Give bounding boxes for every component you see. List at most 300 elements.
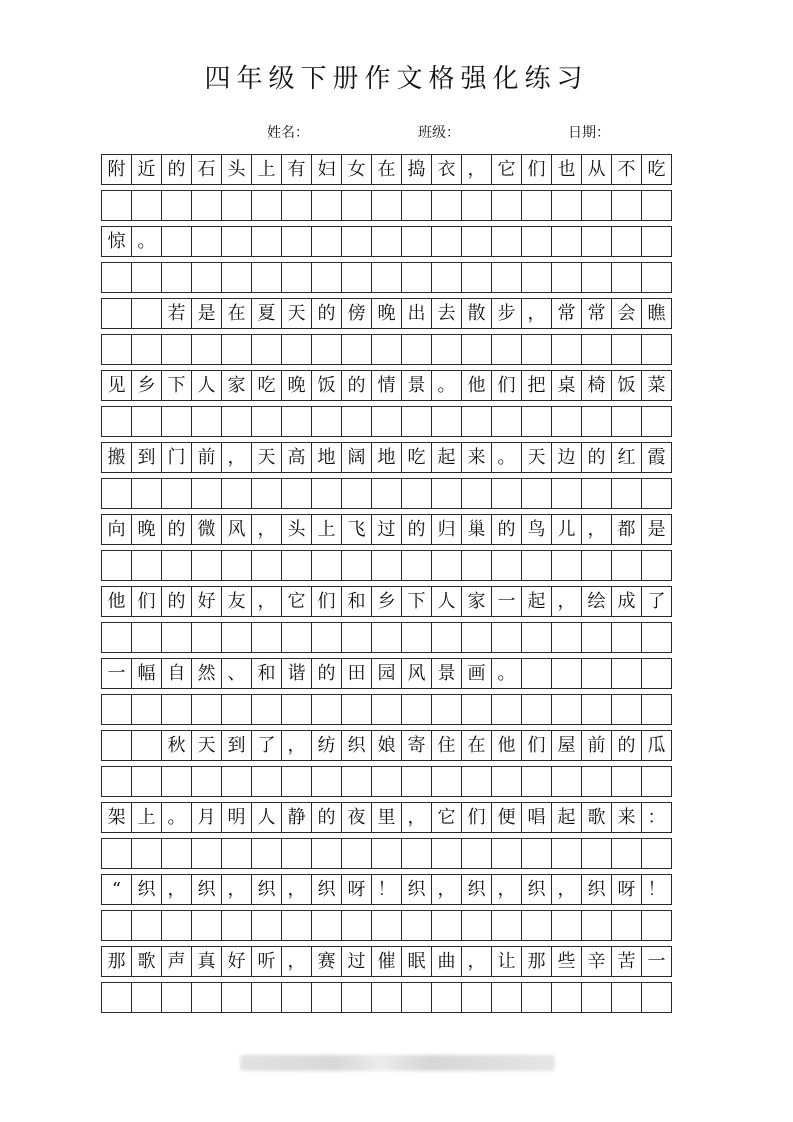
grid-cell <box>101 622 132 653</box>
grid-cell: 自 <box>162 658 192 689</box>
grid-cell: 瞧 <box>642 298 672 329</box>
grid-cell <box>612 262 642 293</box>
grid-cell: 的 <box>312 802 342 833</box>
grid-cell <box>192 766 222 797</box>
grid-cell <box>162 226 192 257</box>
grid-cell <box>492 406 522 437</box>
grid-cell: 附 <box>101 154 132 185</box>
grid-cell: 了 <box>642 586 672 617</box>
grid-cell: ， <box>252 586 282 617</box>
grid-cell <box>462 478 492 509</box>
grid-cell: 好 <box>192 586 222 617</box>
grid-cell <box>192 982 222 1013</box>
grid-cell: 归 <box>432 514 462 545</box>
grid-cell <box>462 190 492 221</box>
grid-cell <box>402 226 432 257</box>
grid-cell: 夏 <box>252 298 282 329</box>
grid-cell <box>432 982 462 1013</box>
blank-row <box>101 550 672 581</box>
grid-cell <box>192 190 222 221</box>
grid-cell <box>132 406 162 437</box>
grid-cell: 上 <box>132 802 162 833</box>
grid-cell <box>642 982 672 1013</box>
grid-cell: ， <box>522 298 552 329</box>
grid-cell <box>222 694 252 725</box>
grid-cell: 他 <box>101 586 132 617</box>
grid-cell: 屋 <box>552 730 582 761</box>
grid-cell <box>162 910 192 941</box>
grid-cell: 从 <box>582 154 612 185</box>
grid-cell: 起 <box>522 586 552 617</box>
grid-cell <box>132 478 162 509</box>
grid-cell <box>372 838 402 869</box>
grid-cell <box>552 406 582 437</box>
grid-cell <box>222 478 252 509</box>
grid-cell <box>582 658 612 689</box>
grid-cell: 鸟 <box>522 514 552 545</box>
grid-cell <box>462 910 492 941</box>
grid-cell <box>162 838 192 869</box>
grid-cell: 前 <box>582 730 612 761</box>
blank-row <box>101 766 672 797</box>
grid-cell <box>252 982 282 1013</box>
grid-cell <box>192 262 222 293</box>
grid-cell <box>132 622 162 653</box>
grid-cell <box>582 910 612 941</box>
grid-cell <box>432 226 462 257</box>
grid-cell <box>492 478 522 509</box>
grid-cell <box>101 982 132 1013</box>
grid-cell <box>642 910 672 941</box>
grid-cell: ， <box>222 874 252 905</box>
grid-cell <box>342 766 372 797</box>
grid-cell: 头 <box>222 154 252 185</box>
grid-cell <box>282 262 312 293</box>
grid-cell: ， <box>432 874 462 905</box>
grid-cell: 。 <box>432 370 462 401</box>
grid-cell: 晚 <box>282 370 312 401</box>
grid-cell: 明 <box>222 802 252 833</box>
grid-cell <box>132 550 162 581</box>
grid-cell <box>252 406 282 437</box>
grid-cell: 然 <box>192 658 222 689</box>
grid-cell: 下 <box>162 370 192 401</box>
grid-cell: 惊 <box>101 226 132 257</box>
grid-cell <box>312 226 342 257</box>
grid-cell: 。 <box>132 226 162 257</box>
grid-cell <box>402 622 432 653</box>
grid-cell: 催 <box>372 946 402 977</box>
grid-cell <box>552 190 582 221</box>
grid-cell <box>312 406 342 437</box>
grid-cell <box>432 190 462 221</box>
grid-cell: 椅 <box>582 370 612 401</box>
grid-cell <box>312 982 342 1013</box>
grid-cell <box>192 910 222 941</box>
grid-cell: 步 <box>492 298 522 329</box>
grid-cell <box>222 262 252 293</box>
grid-cell <box>222 622 252 653</box>
grid-cell <box>522 982 552 1013</box>
grid-cell <box>101 910 132 941</box>
grid-cell <box>372 622 402 653</box>
grid-cell: 月 <box>192 802 222 833</box>
grid-cell <box>402 982 432 1013</box>
grid-cell: ， <box>552 874 582 905</box>
grid-cell <box>252 550 282 581</box>
grid-cell: “ <box>101 874 132 905</box>
grid-cell <box>222 190 252 221</box>
grid-cell <box>222 334 252 365</box>
grid-cell <box>132 334 162 365</box>
grid-cell: 织 <box>402 874 432 905</box>
text-row <box>101 298 672 329</box>
grid-cell: 家 <box>462 586 492 617</box>
grid-cell <box>522 262 552 293</box>
grid-cell <box>312 550 342 581</box>
grid-cell <box>372 226 402 257</box>
grid-cell <box>162 262 192 293</box>
grid-cell: 的 <box>612 730 642 761</box>
grid-cell <box>642 550 672 581</box>
grid-cell <box>522 622 552 653</box>
grid-cell: 的 <box>312 658 342 689</box>
grid-cell: 织 <box>582 874 612 905</box>
grid-cell: 瓜 <box>642 730 672 761</box>
grid-cell <box>492 262 522 293</box>
grid-cell <box>612 190 642 221</box>
grid-cell <box>402 550 432 581</box>
grid-cell: 起 <box>432 442 462 473</box>
grid-cell <box>282 838 312 869</box>
blank-row <box>101 910 672 941</box>
grid-cell <box>462 982 492 1013</box>
grid-cell: 的 <box>162 514 192 545</box>
grid-cell <box>612 622 642 653</box>
grid-cell: 它 <box>492 154 522 185</box>
grid-cell: ， <box>552 586 582 617</box>
grid-cell <box>582 262 612 293</box>
grid-cell <box>432 910 462 941</box>
grid-cell: ， <box>222 442 252 473</box>
grid-cell <box>372 262 402 293</box>
text-row <box>101 658 672 689</box>
grid-cell <box>612 838 642 869</box>
grid-cell <box>402 766 432 797</box>
grid-cell <box>342 982 372 1013</box>
grid-cell: 景 <box>402 370 432 401</box>
grid-cell <box>132 730 162 761</box>
grid-cell <box>252 622 282 653</box>
grid-cell: 桌 <box>552 370 582 401</box>
grid-cell: 呀 <box>342 874 372 905</box>
text-row <box>101 514 672 545</box>
grid-cell: 画 <box>462 658 492 689</box>
grid-cell: 吃 <box>642 154 672 185</box>
grid-cell <box>492 190 522 221</box>
grid-cell <box>282 334 312 365</box>
grid-cell: 人 <box>252 802 282 833</box>
grid-cell: 他 <box>462 370 492 401</box>
grid-cell <box>642 766 672 797</box>
grid-cell <box>372 982 402 1013</box>
grid-cell <box>132 766 162 797</box>
grid-cell <box>192 478 222 509</box>
grid-cell <box>372 478 402 509</box>
grid-cell: 的 <box>582 442 612 473</box>
grid-cell: 捣 <box>402 154 432 185</box>
grid-cell: 们 <box>522 730 552 761</box>
grid-cell <box>492 550 522 581</box>
grid-cell <box>101 766 132 797</box>
grid-cell <box>282 910 312 941</box>
grid-cell <box>432 622 462 653</box>
text-row <box>101 586 672 617</box>
grid-cell <box>552 766 582 797</box>
grid-cell: 都 <box>612 514 642 545</box>
grid-cell <box>462 226 492 257</box>
grid-cell <box>462 622 492 653</box>
grid-cell: 家 <box>222 370 252 401</box>
grid-cell <box>162 334 192 365</box>
grid-cell <box>402 838 432 869</box>
grid-cell: ， <box>402 802 432 833</box>
grid-cell <box>402 262 432 293</box>
grid-cell <box>492 982 522 1013</box>
grid-cell: 菜 <box>642 370 672 401</box>
grid-cell <box>132 982 162 1013</box>
grid-cell <box>552 622 582 653</box>
grid-cell: 娘 <box>372 730 402 761</box>
grid-cell <box>252 766 282 797</box>
grid-cell <box>312 478 342 509</box>
blank-row <box>101 478 672 509</box>
grid-cell <box>612 982 642 1013</box>
grid-cell <box>552 334 582 365</box>
grid-cell <box>642 478 672 509</box>
grid-cell <box>522 838 552 869</box>
grid-cell <box>222 226 252 257</box>
grid-cell: 到 <box>132 442 162 473</box>
grid-cell: 秋 <box>162 730 192 761</box>
grid-cell <box>312 262 342 293</box>
grid-cell: 幅 <box>132 658 162 689</box>
text-row <box>101 946 672 977</box>
grid-cell <box>582 982 612 1013</box>
grid-cell <box>342 550 372 581</box>
grid-cell <box>162 622 192 653</box>
grid-cell <box>372 910 402 941</box>
grid-cell <box>342 190 372 221</box>
grid-cell <box>312 334 342 365</box>
grid-cell <box>642 694 672 725</box>
grid-cell: 。 <box>492 442 522 473</box>
grid-cell: 饭 <box>312 370 342 401</box>
blank-row <box>101 694 672 725</box>
grid-cell: 情 <box>372 370 402 401</box>
grid-cell <box>282 190 312 221</box>
grid-cell <box>192 694 222 725</box>
grid-cell: 起 <box>552 802 582 833</box>
grid-cell <box>312 190 342 221</box>
grid-cell <box>192 622 222 653</box>
grid-cell: 寄 <box>402 730 432 761</box>
grid-cell: 晚 <box>372 298 402 329</box>
grid-cell <box>252 226 282 257</box>
grid-cell <box>342 334 372 365</box>
grid-cell: 它 <box>282 586 312 617</box>
grid-cell <box>612 226 642 257</box>
grid-cell: 那 <box>522 946 552 977</box>
grid-cell <box>582 226 612 257</box>
grid-cell <box>432 694 462 725</box>
grid-cell <box>582 622 612 653</box>
grid-cell: 些 <box>552 946 582 977</box>
grid-cell <box>552 694 582 725</box>
grid-cell: 过 <box>342 946 372 977</box>
grid-cell: 田 <box>342 658 372 689</box>
grid-cell: 一 <box>492 586 522 617</box>
grid-cell <box>222 766 252 797</box>
grid-cell <box>642 190 672 221</box>
grid-cell: 石 <box>192 154 222 185</box>
grid-cell <box>522 910 552 941</box>
grid-cell <box>552 550 582 581</box>
grid-cell: 们 <box>132 586 162 617</box>
grid-cell <box>432 262 462 293</box>
grid-cell <box>372 550 402 581</box>
grid-cell: 常 <box>582 298 612 329</box>
grid-cell: 园 <box>372 658 402 689</box>
grid-cell: 飞 <box>342 514 372 545</box>
grid-cell: 天 <box>522 442 552 473</box>
grid-cell: 声 <box>162 946 192 977</box>
grid-cell <box>282 478 312 509</box>
grid-cell: 上 <box>252 154 282 185</box>
grid-cell: 好 <box>222 946 252 977</box>
grid-cell <box>492 766 522 797</box>
grid-cell <box>162 190 192 221</box>
grid-cell: 那 <box>101 946 132 977</box>
grid-cell: ！ <box>642 874 672 905</box>
grid-cell: 吃 <box>402 442 432 473</box>
grid-cell <box>162 766 192 797</box>
grid-cell: 出 <box>402 298 432 329</box>
grid-cell <box>432 406 462 437</box>
grid-cell: 天 <box>282 298 312 329</box>
grid-cell <box>432 550 462 581</box>
grid-cell <box>522 406 552 437</box>
grid-cell <box>132 838 162 869</box>
grid-cell <box>101 298 132 329</box>
grid-cell <box>342 262 372 293</box>
grid-cell <box>282 766 312 797</box>
grid-cell <box>222 550 252 581</box>
grid-cell <box>282 406 312 437</box>
grid-cell: 。 <box>492 658 522 689</box>
grid-cell: 真 <box>192 946 222 977</box>
grid-cell <box>252 262 282 293</box>
grid-cell <box>342 694 372 725</box>
grid-cell: 上 <box>312 514 342 545</box>
grid-cell <box>522 190 552 221</box>
grid-cell: 呀 <box>612 874 642 905</box>
grid-cell: 和 <box>252 658 282 689</box>
grid-cell: 的 <box>312 298 342 329</box>
grid-cell: 织 <box>132 874 162 905</box>
grid-cell: 织 <box>252 874 282 905</box>
grid-cell <box>132 694 162 725</box>
grid-cell <box>642 334 672 365</box>
grid-cell: 向 <box>101 514 132 545</box>
text-row <box>101 730 672 761</box>
text-row <box>101 226 672 257</box>
grid-cell <box>582 406 612 437</box>
grid-cell <box>192 406 222 437</box>
grid-cell: 地 <box>372 442 402 473</box>
blank-row <box>101 262 672 293</box>
text-row <box>101 874 672 905</box>
grid-cell: 的 <box>342 370 372 401</box>
grid-cell: 去 <box>432 298 462 329</box>
grid-cell: 了 <box>252 730 282 761</box>
grid-cell <box>522 550 552 581</box>
grid-cell: ， <box>462 154 492 185</box>
grid-cell <box>462 334 492 365</box>
grid-cell <box>132 298 162 329</box>
grid-cell <box>282 550 312 581</box>
grid-cell <box>342 622 372 653</box>
grid-cell <box>101 478 132 509</box>
grid-cell <box>222 406 252 437</box>
grid-cell <box>522 478 552 509</box>
grid-cell: 地 <box>312 442 342 473</box>
grid-cell <box>612 478 642 509</box>
grid-cell: 们 <box>312 586 342 617</box>
grid-cell <box>372 694 402 725</box>
grid-cell: 的 <box>162 586 192 617</box>
grid-cell: 过 <box>372 514 402 545</box>
grid-cell <box>282 226 312 257</box>
class-field-label: 班级： <box>418 125 460 141</box>
blank-row <box>101 190 672 221</box>
grid-cell <box>582 766 612 797</box>
grid-cell <box>612 658 642 689</box>
grid-cell <box>312 838 342 869</box>
name-field-label: 姓名： <box>267 125 309 141</box>
grid-cell: ， <box>282 946 312 977</box>
grid-cell: 到 <box>222 730 252 761</box>
grid-cell: 前 <box>192 442 222 473</box>
grid-cell: 高 <box>282 442 312 473</box>
blank-row <box>101 622 672 653</box>
grid-cell: 们 <box>522 154 552 185</box>
grid-cell <box>612 910 642 941</box>
grid-cell <box>252 694 282 725</box>
grid-cell: 也 <box>552 154 582 185</box>
grid-cell <box>252 838 282 869</box>
grid-cell <box>402 694 432 725</box>
text-row <box>101 154 672 185</box>
grid-cell <box>192 334 222 365</box>
grid-cell: ， <box>282 730 312 761</box>
grid-cell <box>342 226 372 257</box>
grid-cell: 乡 <box>372 586 402 617</box>
grid-cell <box>582 550 612 581</box>
grid-cell: 常 <box>552 298 582 329</box>
grid-cell: ： <box>642 802 672 833</box>
grid-cell: 散 <box>462 298 492 329</box>
